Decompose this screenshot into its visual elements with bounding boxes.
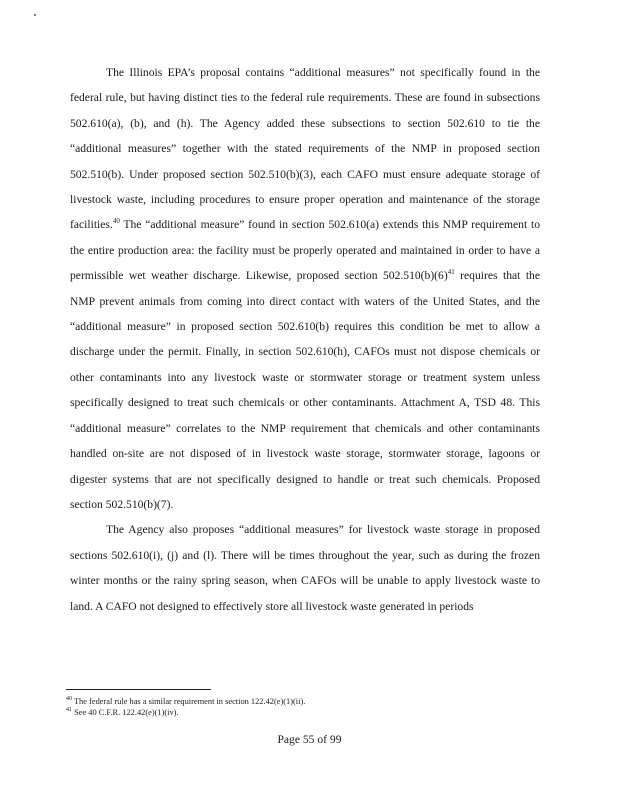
paragraph-2-text: The Agency also proposes “additional measures” for livestock waste storage in proposed sections 502.610(i), (j) and (l). There will be times throughout the year, such as during the frozen winter months or the rainy spring season, when CAFOs will be unable to apply livestock waste to land. A CAFO not designed to effectively store all livestock waste generated in periods bbox=[70, 523, 540, 613]
paragraph-1-text-c: requires that the NMP prevent animals from coming into direct contact with waters of the United States, and the “additional measure” in proposed section 502.610(b) requires this condition be met to allow a discharge under the permit. Finally, in section 502.610(h), CAFOs must not dispose chemicals or other contaminants into any livestock waste or stormwater storage or treatment system unless specifically designed to treat such chemicals or other contaminants. Attachment A, TSD 48. This “additional measure” correlates to the NMP requirement that chemicals and other contaminants handled on-site are not disposed of in livestock waste storage, stormwater storage, lagoons or digester systems that are not specifically designed to handle or treat such chemicals. Proposed section 502.510(b)(7). bbox=[70, 269, 540, 511]
paragraph-2 bbox=[70, 517, 540, 619]
page-number: Page 55 of 99 bbox=[277, 733, 342, 746]
paragraph-1 bbox=[70, 60, 540, 517]
footnote-mark-41: 41 bbox=[66, 707, 72, 714]
footnote-mark-40: 40 bbox=[66, 696, 72, 703]
body-text bbox=[70, 60, 540, 619]
footnote-41 bbox=[66, 707, 546, 718]
footnotes bbox=[66, 696, 546, 718]
paragraph-1-text-a: The Illinois EPA’s proposal contains “additional measures” not specifically found in the federal rule, but having distinct ties to the federal rule requirements. These are found in subsections 502.610(a), (b), and (h). The Agency added these subsections to section 502.610 to tie the “additional measures” together with the stated requirements of the NMP in proposed section 502.510(b). Under proposed section 502.510(b)(3), each CAFO must ensure adequate storage of livestock waste, including procedures to ensure proper operation and maintenance of the storage facilities. bbox=[70, 66, 540, 232]
footnote-text-40: The federal rule has a similar requirement in section 122.42(e)(1)(ii). bbox=[72, 697, 306, 706]
scan-speck bbox=[34, 14, 36, 16]
footnote-ref-40: 40 bbox=[112, 217, 120, 226]
footnote-text-41: See 40 C.F.R. 122.42(e)(1)(iv). bbox=[72, 708, 179, 717]
footnote-ref-41: 41 bbox=[447, 268, 455, 277]
footnote-40 bbox=[66, 696, 546, 707]
footnote-divider bbox=[66, 689, 211, 690]
paragraph-1-text-b: The “additional measure” found in section 502.610(a) extends this NMP requirement to the entire production area: the facility must be properly operated and maintained in order to have a permissible wet weather discharge. Likewise, proposed section 502.510(b)(6) bbox=[70, 218, 540, 283]
